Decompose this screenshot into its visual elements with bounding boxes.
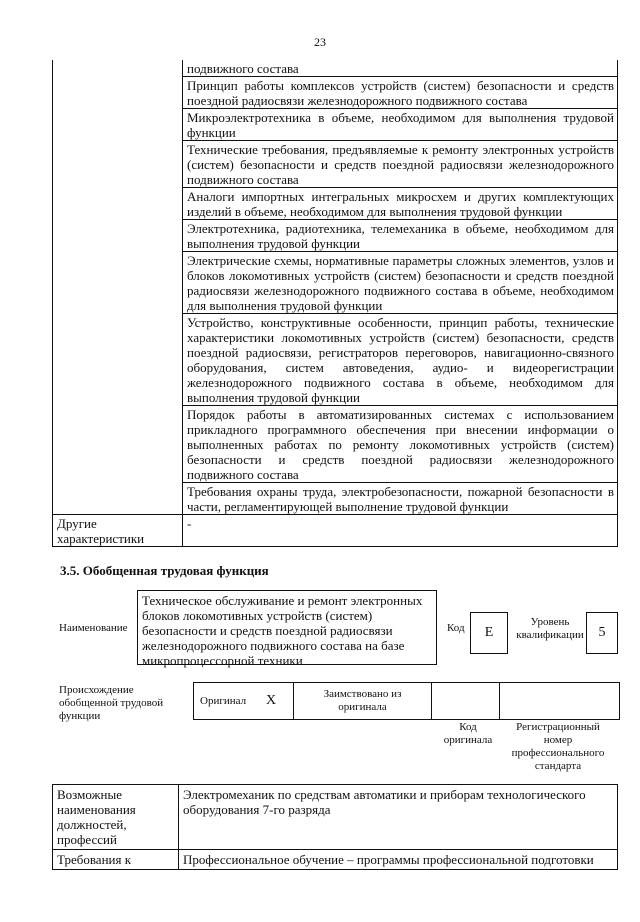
origin-label: Происхождение обобщенной трудовой функции	[59, 684, 164, 722]
borrowed-cell: Заимствовано из оригинала	[294, 683, 432, 719]
knowledge-label-cell	[53, 60, 183, 515]
knowledge-item: Принцип работы комплексов устройств (систем) безопасности и средств поездной радиосвязи железнодорожного подвижного состава	[183, 77, 618, 109]
table-row	[53, 850, 618, 870]
knowledge-item: Аналоги импортных интегральных микросхем и других комплектующих изделий в объеме, необходимом для выполнения трудовой функции	[183, 188, 618, 220]
positions-table	[52, 784, 618, 870]
other-characteristics-value: -	[183, 515, 618, 547]
original-mark: X	[266, 693, 277, 708]
knowledge-item: Электрические схемы, нормативные параметры сложных элементов, узлов и блоков локомотивных устройств (систем) безопасности и средств поездной радиосвязи железнодорожного подвижного состава в объеме, необходимом для выполнения трудовой функции	[183, 252, 618, 314]
level-value-box: 5	[586, 612, 618, 654]
knowledge-item: подвижного состава	[183, 60, 618, 77]
knowledge-item: Устройство, конструктивные особенности, принцип работы, технические характеристики локомотивных устройств (систем) безопасности, средств поездной радиосвязи, регистраторов переговоров, навигационно-связного оборудования, систем автоведения, аудио- и видеорегистрации железнодорожного подвижного состава в объеме, необходимом для выполнения трудовой функции	[183, 314, 618, 406]
possible-names-label: Возможные наименования должностей, профессий	[53, 785, 179, 850]
origin-row	[193, 682, 620, 720]
possible-names-value: Электромеханик по средствам автоматики и приборам технологического оборудования 7-го разряда	[179, 785, 618, 850]
code-original-cell	[432, 683, 500, 719]
original-label: Оригинал	[200, 695, 247, 707]
knowledge-item: Микроэлектротехника в объеме, необходимом для выполнения трудовой функции	[183, 109, 618, 141]
requirements-label: Требования к	[53, 850, 179, 870]
original-cell	[194, 683, 294, 719]
requirements-value: Профессиональное обучение – программы профессиональной подготовки	[179, 850, 618, 870]
knowledge-item: Электротехника, радиотехника, телемеханика в объеме, необходимом для выполнения трудовой функции	[183, 220, 618, 252]
knowledge-item: Требования охраны труда, электробезопасности, пожарной безопасности в части, регламентирующей выполнение трудовой функции	[183, 483, 618, 515]
knowledge-table	[52, 60, 618, 547]
code-value-box: E	[470, 612, 508, 654]
name-label: Наименование	[59, 622, 128, 634]
function-name-box: Техническое обслуживание и ремонт электронных блоков локомотивных устройств (систем) безопасности и средств поездной радиосвязи железнодорожного подвижного состава на базе микропроцессорной техники	[137, 590, 437, 665]
page-number: 23	[314, 35, 326, 49]
section-title: 3.5. Обобщенная трудовая функция	[60, 563, 269, 578]
table-row	[53, 785, 618, 850]
level-label: Уровень квалификации	[516, 616, 584, 641]
code-label: Код	[447, 622, 465, 634]
knowledge-item: Порядок работы в автоматизированных системах с использованием прикладного программного обеспечения при внесении информации о выполненных работах по ремонту локомотивных устройств (систем) безопасности и средств поездной радиосвязи железнодорожного подвижного состава	[183, 406, 618, 483]
reg-number-label: Регистрационный номер профессионального стандарта	[511, 721, 605, 772]
reg-number-cell	[500, 683, 617, 719]
other-characteristics-label: Другие характеристики	[53, 515, 183, 547]
table-row	[53, 515, 618, 547]
code-original-label: Код оригинала	[443, 721, 493, 746]
table-row	[53, 60, 618, 77]
knowledge-item: Технические требования, предъявляемые к ремонту электронных устройств (систем) безопасности и средств поездной радиосвязи железнодорожного подвижного состава	[183, 141, 618, 188]
